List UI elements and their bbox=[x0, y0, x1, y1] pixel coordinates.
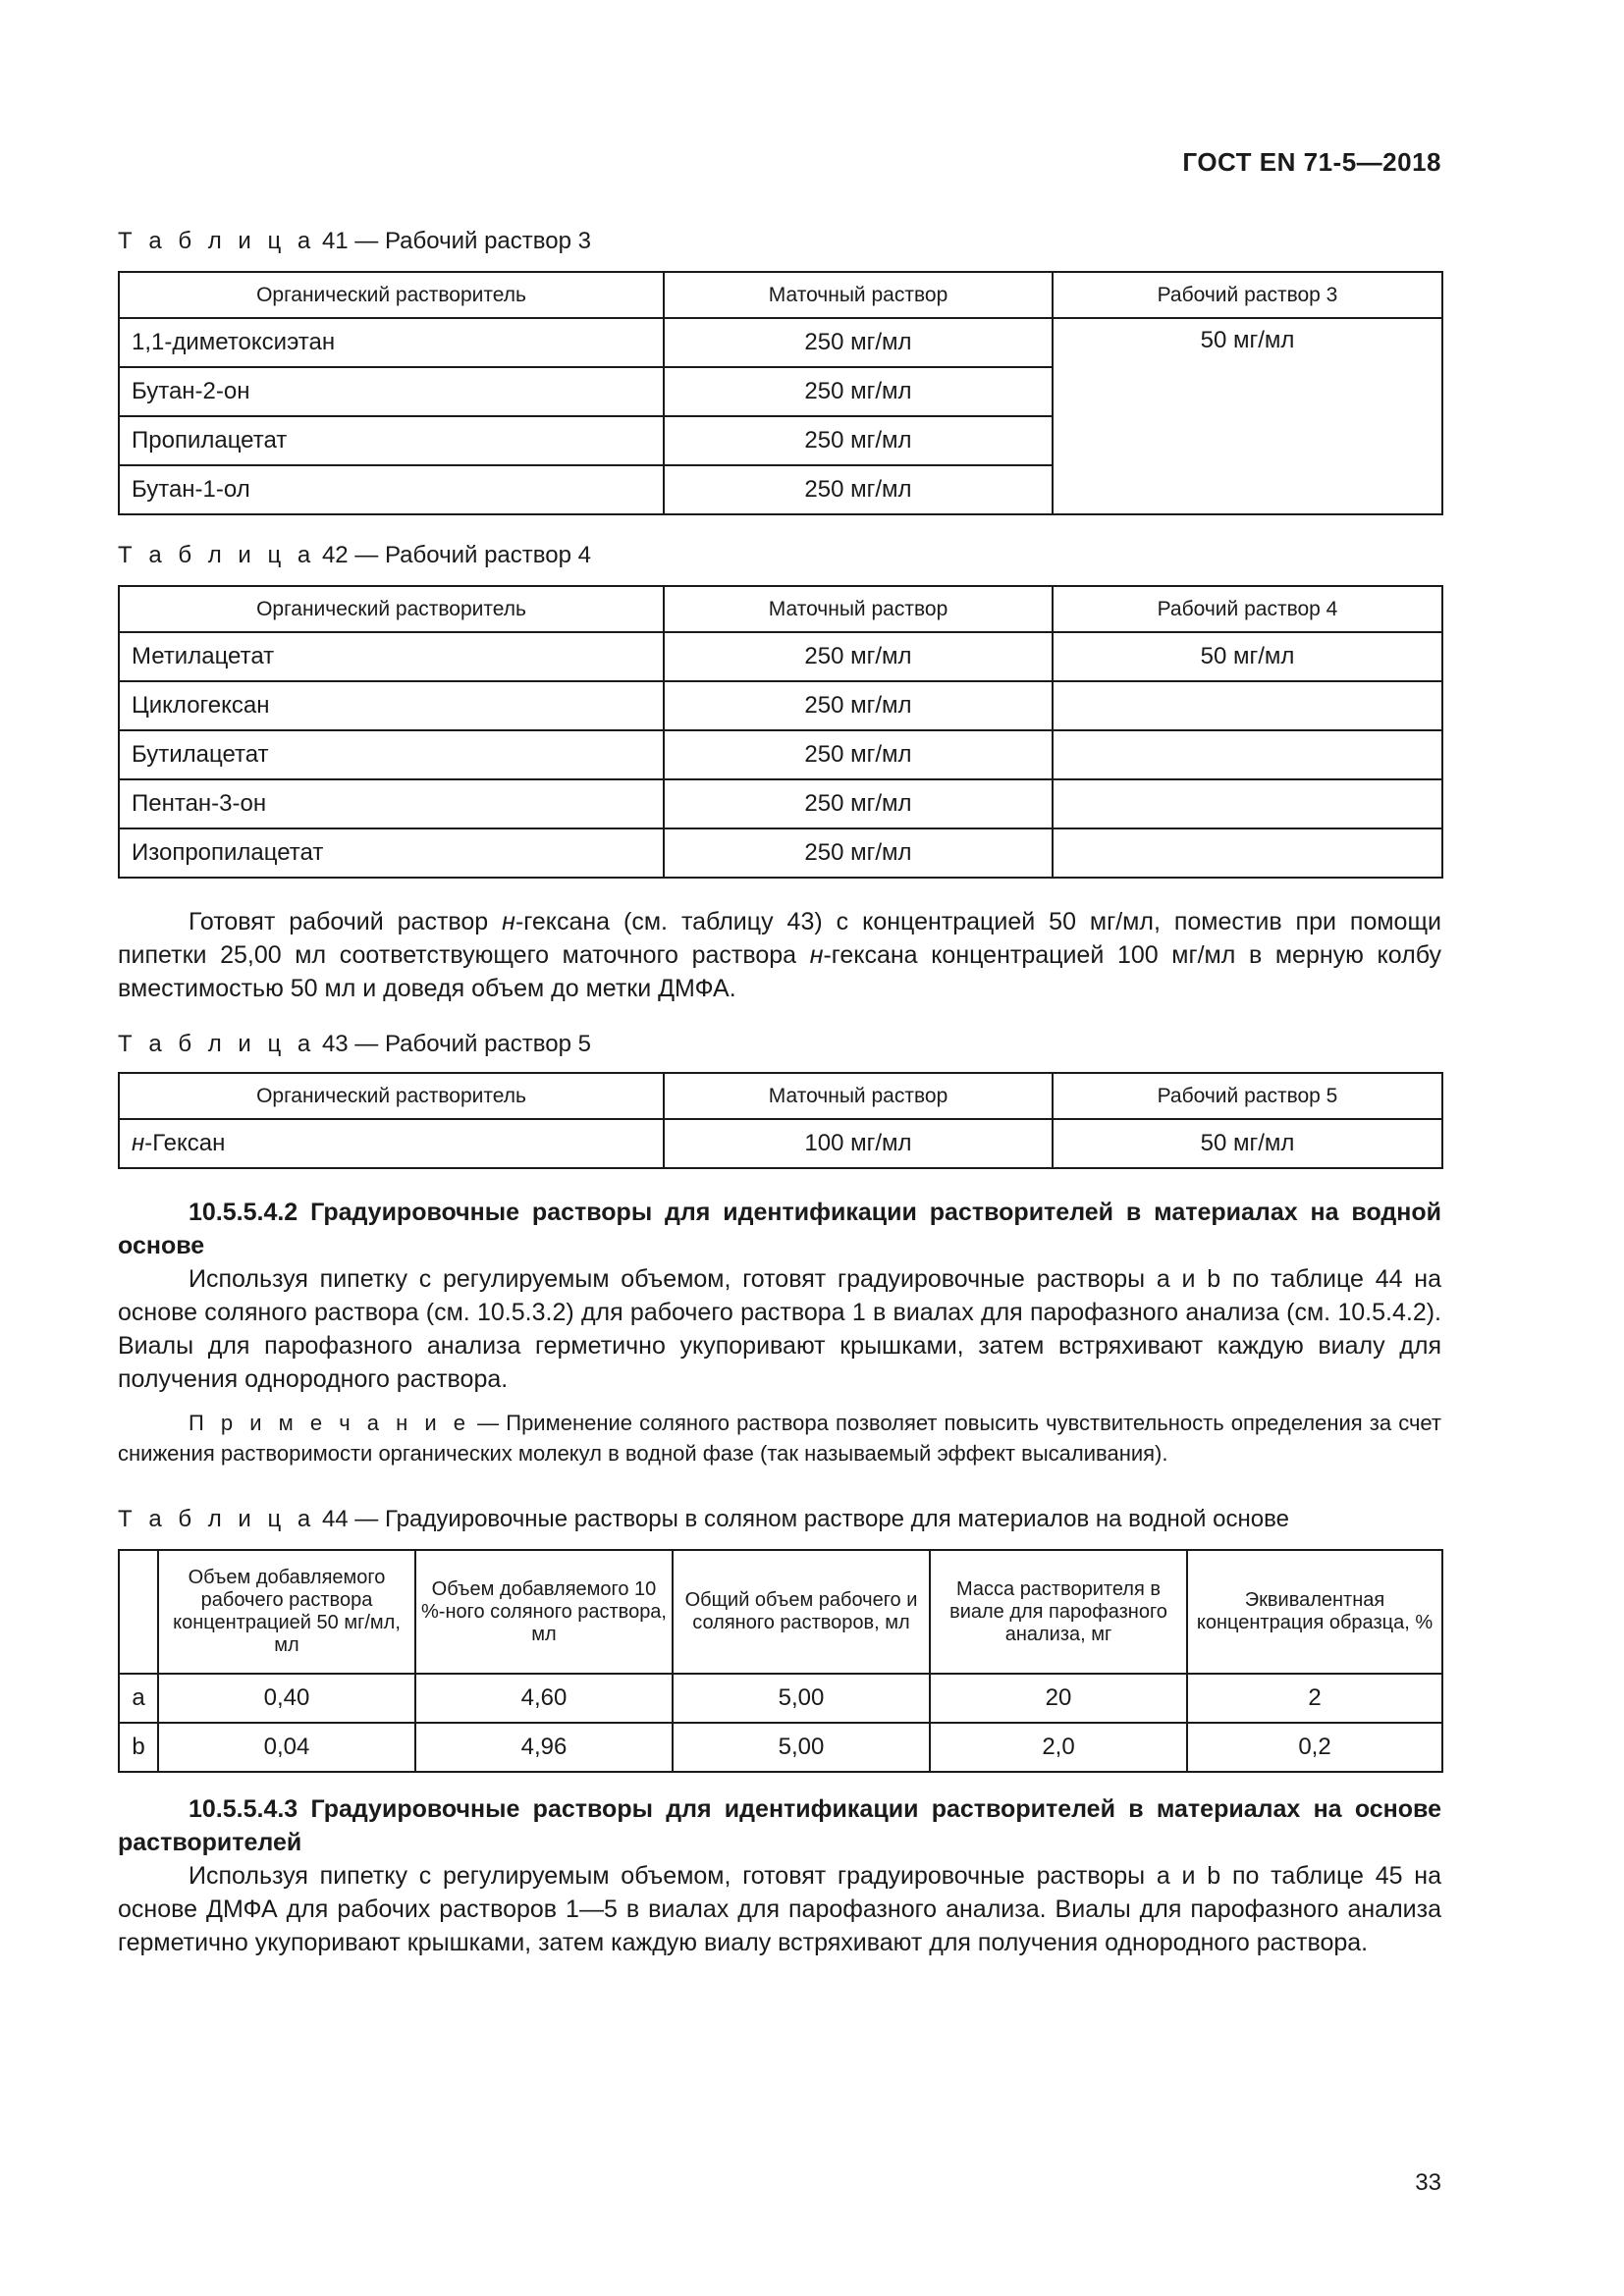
section-10-5-5-4-2 bbox=[118, 1196, 1441, 1396]
table-row bbox=[119, 1674, 1442, 1723]
table-row bbox=[119, 318, 1442, 367]
column-header: Масса растворителя в виале для парофазного анализа, мг bbox=[930, 1550, 1187, 1674]
solvent-cell: Бутан-2-он bbox=[119, 367, 664, 416]
table-cell: 0,40 bbox=[158, 1674, 415, 1723]
table-row bbox=[119, 828, 1442, 878]
solvent-cell: Пропилацетат bbox=[119, 416, 664, 465]
table-44 bbox=[118, 1549, 1443, 1773]
column-header: Маточный раствор bbox=[664, 586, 1053, 632]
working-cell bbox=[1053, 828, 1442, 878]
document-code: ГОСТ EN 71-5—2018 bbox=[1182, 147, 1441, 177]
table-cell: 20 bbox=[930, 1674, 1187, 1723]
stock-cell: 250 мг/мл bbox=[664, 632, 1053, 681]
stock-cell: 250 мг/мл bbox=[664, 367, 1053, 416]
column-header: Эквивалентная концентрация образца, % bbox=[1187, 1550, 1442, 1674]
hexane-paragraph: Готовят рабочий раствор н-гексана (см. таблицу 43) с концентрацией 50 мг/мл, поместив при помощи пипетки 25,00 мл соответствующего маточного раствора н-гексана концентрацией 100 мг/мл в мерную колбу вместимостью 50 мл и доведя объем до метки ДМФА. bbox=[118, 908, 1441, 1002]
note-label: П р и м е ч а н и е bbox=[189, 1411, 471, 1435]
stock-cell: 250 мг/мл bbox=[664, 318, 1053, 367]
table-cell: 5,00 bbox=[673, 1723, 930, 1772]
section-text: Используя пипетку с регулируемым объемом, готовят градуировочные растворы a и b по таблице 45 на основе ДМФА для рабочих растворов 1—5 в виалах для парофазного анализа. Виалы для парофазного анализа герметично укупоривают крышками, затем каждую виалу встряхивают для получения однородного раствора. bbox=[118, 1862, 1441, 1956]
table-42-caption bbox=[118, 542, 591, 569]
table-cell: 4,60 bbox=[415, 1674, 673, 1723]
stock-cell: 250 мг/мл bbox=[664, 730, 1053, 779]
table-label: Т а б л и ц а bbox=[118, 228, 316, 254]
table-cell: 5,00 bbox=[673, 1674, 930, 1723]
table-cell: 4,96 bbox=[415, 1723, 673, 1772]
table-row bbox=[119, 681, 1442, 730]
solvent-cell: Пентан-3-он bbox=[119, 779, 664, 828]
table-41 bbox=[118, 271, 1443, 515]
solvent-cell: Бутилацетат bbox=[119, 730, 664, 779]
working-cell: 50 мг/мл bbox=[1053, 632, 1442, 681]
table-row bbox=[119, 1119, 1442, 1168]
solvent-cell: Метилацетат bbox=[119, 632, 664, 681]
table-cell: 0,04 bbox=[158, 1723, 415, 1772]
table-label: Т а б л и ц а bbox=[118, 542, 316, 568]
table-43-caption bbox=[118, 1031, 591, 1058]
table-label: Т а б л и ц а bbox=[118, 1031, 316, 1057]
table-42 bbox=[118, 585, 1443, 879]
solvent-cell: 1,1-диметоксиэтан bbox=[119, 318, 664, 367]
table-title: 44 — Градуировочные растворы в соляном растворе для материалов на водной основе bbox=[321, 1506, 1289, 1532]
column-header-empty bbox=[119, 1550, 158, 1674]
table-title: 43 — Рабочий раствор 5 bbox=[321, 1031, 591, 1057]
column-header: Органический растворитель bbox=[119, 586, 664, 632]
section-10-5-5-4-3 bbox=[118, 1792, 1441, 1959]
table-title: 41 — Рабочий раствор 3 bbox=[321, 228, 591, 254]
solvent-cell: Бутан-1-ол bbox=[119, 465, 664, 514]
column-header: Маточный раствор bbox=[664, 1073, 1053, 1119]
stock-cell: 250 мг/мл bbox=[664, 681, 1053, 730]
column-header: Общий объем рабочего и соляного растворов, мл bbox=[673, 1550, 930, 1674]
section-text: Используя пипетку с регулируемым объемом, готовят градуировочные растворы a и b по таблице 44 на основе соляного раствора (см. 10.5.3.2) для рабочего раствора 1 в виалах для парофазного анализа (см. 10.5.4.2). Виалы для парофазного анализа герметично укупоривают крышками, затем встряхивают каждую виалу для получения однородного раствора. bbox=[118, 1265, 1441, 1393]
page-number: 33 bbox=[1415, 2169, 1441, 2196]
table-row bbox=[119, 632, 1442, 681]
column-header: Объем добавляемого рабочего раствора концентрацией 50 мг/мл, мл bbox=[158, 1550, 415, 1674]
section-heading: 10.5.5.4.2 Градуировочные растворы для идентификации растворителей в материалах на водной основе bbox=[118, 1199, 1441, 1259]
table-cell: 2,0 bbox=[930, 1723, 1187, 1772]
row-label: a bbox=[119, 1674, 158, 1723]
table-43 bbox=[118, 1072, 1443, 1169]
column-header: Маточный раствор bbox=[664, 272, 1053, 318]
working-cell bbox=[1053, 779, 1442, 828]
solvent-cell: Циклогексан bbox=[119, 681, 664, 730]
table-41-caption bbox=[118, 228, 591, 255]
working-cell bbox=[1053, 681, 1442, 730]
table-cell: 2 bbox=[1187, 1674, 1442, 1723]
stock-cell: 100 мг/мл bbox=[664, 1119, 1053, 1168]
working-cell: 50 мг/мл bbox=[1053, 1119, 1442, 1168]
stock-cell: 250 мг/мл bbox=[664, 465, 1053, 514]
column-header: Органический растворитель bbox=[119, 1073, 664, 1119]
column-header: Рабочий раствор 3 bbox=[1053, 272, 1442, 318]
solvent-cell: Изопропилацетат bbox=[119, 828, 664, 878]
row-label: b bbox=[119, 1723, 158, 1772]
table-title: 42 — Рабочий раствор 4 bbox=[321, 542, 591, 568]
section-heading: 10.5.5.4.3 Градуировочные растворы для идентификации растворителей в материалах на основе растворителей bbox=[118, 1795, 1441, 1856]
stock-cell: 250 мг/мл bbox=[664, 779, 1053, 828]
table-label: Т а б л и ц а bbox=[118, 1506, 316, 1532]
table-row bbox=[119, 1723, 1442, 1772]
column-header: Рабочий раствор 4 bbox=[1053, 586, 1442, 632]
stock-cell: 250 мг/мл bbox=[664, 416, 1053, 465]
note: П р и м е ч а н и е — Применение соляного раствора позволяет повысить чувствительность определения за счет снижения растворимости органических молекул в водной фазе (так называемый эффект высаливания). bbox=[118, 1411, 1441, 1466]
working-cell: 50 мг/мл bbox=[1053, 318, 1442, 514]
stock-cell: 250 мг/мл bbox=[664, 828, 1053, 878]
working-cell bbox=[1053, 730, 1442, 779]
table-cell: 0,2 bbox=[1187, 1723, 1442, 1772]
table-44-caption bbox=[118, 1506, 1289, 1533]
table-row bbox=[119, 730, 1442, 779]
solvent-cell: н-Гексан bbox=[119, 1119, 664, 1168]
column-header: Рабочий раствор 5 bbox=[1053, 1073, 1442, 1119]
column-header: Объем добавляемого 10 %-ного соляного раствора, мл bbox=[415, 1550, 673, 1674]
table-row bbox=[119, 779, 1442, 828]
column-header: Органический растворитель bbox=[119, 272, 664, 318]
